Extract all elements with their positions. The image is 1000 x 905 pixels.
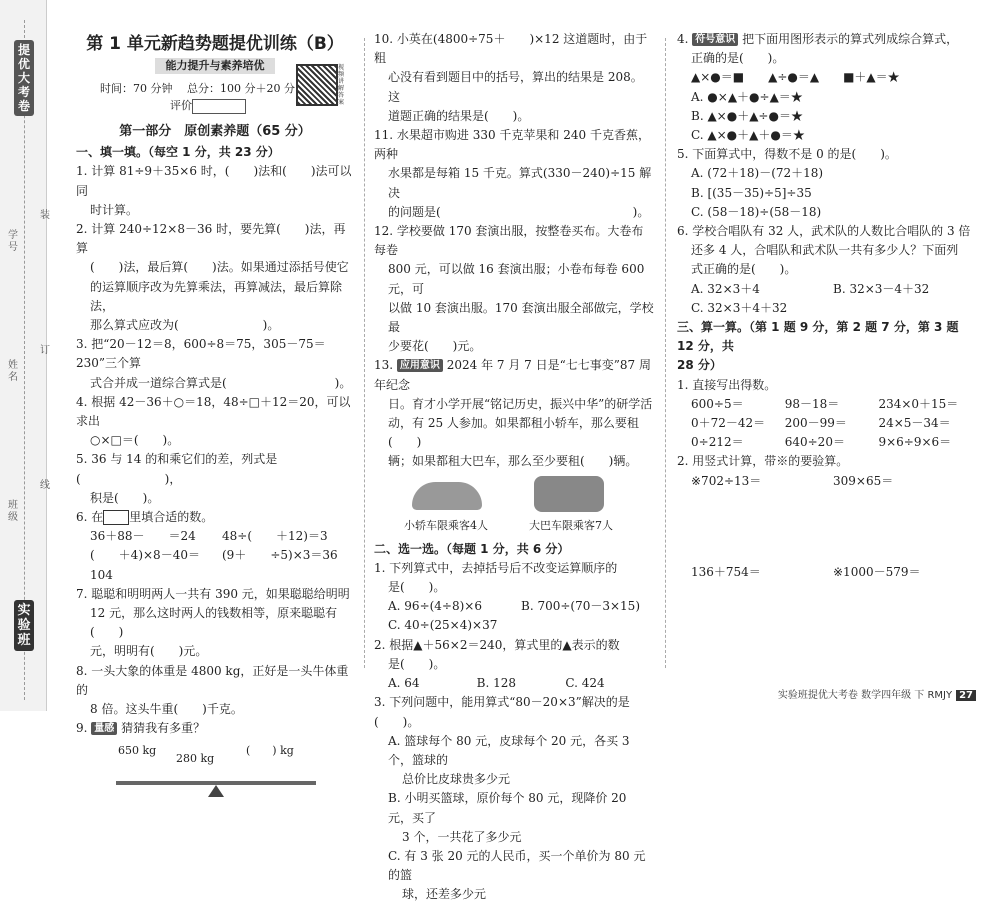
question-8: 8. 一头大象的体重是 4800 kg，正好是一头牛体重的 8 倍。这头牛重( )千克。 bbox=[76, 663, 349, 717]
qr-code-icon bbox=[296, 64, 338, 106]
section-heading: 二、选一选。（每题 1 分，共 6 分） bbox=[374, 541, 570, 556]
answer-box[interactable] bbox=[103, 510, 129, 525]
part-heading: 第一部分 原创素养题（65 分） bbox=[119, 124, 311, 139]
name-label: 姓名 bbox=[8, 360, 18, 383]
question-5: 5. 36 与 14 的和乘它们的差，列式是( )， 积是( )。 bbox=[76, 452, 278, 505]
binding-line bbox=[24, 20, 25, 700]
car-icon bbox=[412, 482, 482, 510]
question-11: 11. 水果超市购进 330 千克苹果和 240 千克香蕉，两种 水果都是每箱 15 千克。算式(330－240)÷15 解决 的问题是( )。 bbox=[374, 128, 652, 219]
subtitle: 能力提升与素养培优 bbox=[155, 58, 275, 74]
grade-label: 评价 bbox=[170, 99, 192, 112]
car-caption: 小轿车限乘客4人 bbox=[404, 518, 488, 532]
page-number: 27 bbox=[956, 690, 976, 701]
bus-icon bbox=[534, 476, 604, 512]
brand-logo: 提优大考卷 bbox=[14, 40, 34, 116]
choice-2: 2. 根据▲＋56×2＝240，算式里的▲表示的数 是( )。 A. 64 B. 128 C. 424 bbox=[374, 637, 620, 691]
time-limit: 时间：70 分钟 bbox=[100, 82, 173, 95]
total-score: 总分：100 分＋20 分 bbox=[187, 82, 295, 95]
calc-1: 1. 直接写出得数。 600÷5＝ 98－18＝ 234×0＋15＝ 0＋72－42＝ 200－99＝ 24×5－34＝ 0÷212＝ 640÷20＝ 9×6÷9×6＝ bbox=[677, 377, 959, 450]
binding-strip bbox=[0, 0, 50, 711]
tag-badge: 符号意识 bbox=[692, 33, 738, 46]
question-10: 10. 小英在(4800÷75＋ )×12 这道题时，由于粗 心没有看到题目中的括号，算出的结果是 208。这 道题正确的结果是( )。 bbox=[374, 32, 648, 123]
vehicles-illustration bbox=[374, 476, 654, 540]
question-12: 12. 学校要做 170 套演出服，按整卷买布。大卷布每卷 800 元，可以做 16 套演出服；小卷布每卷 600 元，可 以做 10 套演出服。170 套演出服全部做完，学校最 少要花( )元。 bbox=[374, 224, 654, 354]
id-label: 学号 bbox=[8, 230, 18, 253]
question-2: 2. 计算 240÷12×8－36 时，要先算( )法，再算 ( )法，最后算( )法。如果通过添括号使它 的运算顺序改为先算乘法，再算减法，最后算除法， 那么算式应改为( )。 bbox=[76, 222, 349, 333]
qr-label: 视频讲解答案 bbox=[338, 64, 345, 106]
seal-char: 线 bbox=[40, 480, 50, 491]
section-heading: 三、算一算。（第 1 题 9 分，第 2 题 7 分，第 3 题 12 分，共 28 分） bbox=[677, 320, 959, 373]
balance-scale-illustration bbox=[116, 741, 326, 803]
seal-char: 装 bbox=[40, 210, 50, 221]
question-13: 13. 应用意识 2024 年 7 月 7 日是“七七事变”87 周年纪念 日。育才小学开展“铭记历史，振兴中华”的研学活 动，有 25 人参加。如果都租小轿车，那么要租( ) 辆；如果都租大巴车，那么至少要租( )辆。 bbox=[374, 358, 653, 469]
choice-6: 6. 学校合唱队有 32 人，武术队的人数比合唱队的 3 倍 还多 4 人，合唱队和武术队一共有多少人？下面列 式正确的是( )。 A. 32×3＋4 B. 32×3－4＋32 C. 32×3＋4＋32 bbox=[677, 224, 971, 315]
weight-label: 280 kg bbox=[176, 751, 215, 765]
column-divider bbox=[665, 38, 666, 668]
grade-box[interactable] bbox=[192, 99, 246, 114]
column-2 bbox=[374, 30, 654, 905]
column-1 bbox=[76, 30, 354, 803]
page-footer: 实验班提优大考卷 数学四年级 下 RMJY 27 bbox=[778, 686, 976, 701]
question-7: 7. 聪聪和明明两人一共有 390 元，如果聪聪给明明 12 元，那么这时两人的钱数相等，原来聪聪有( ) 元，明明有( )元。 bbox=[76, 586, 350, 659]
brand-logo-2: 实验班 bbox=[14, 600, 34, 651]
tag-badge: 应用意识 bbox=[397, 359, 443, 372]
class-label: 班级 bbox=[8, 500, 18, 523]
choice-1: 1. 下列算式中，去掉括号后不改变运算顺序的 是( )。 A. 96÷(4÷8)×6 B. 700÷(70－3×15) C. 40÷(25×4)×37 bbox=[374, 560, 640, 633]
question-3: 3. 把“20－12＝8，600÷8＝75，305－75＝230”三个算 式合并成一道综合算式是( )。 bbox=[76, 337, 352, 390]
question-4: 4. 根据 42－36＋○＝18，48÷□＋12＝20，可以求出 ○×□＝( )。 bbox=[76, 394, 351, 448]
weight-label: 650 kg bbox=[118, 743, 157, 757]
bus-caption: 大巴车限乘客7人 bbox=[529, 518, 613, 532]
choice-3: 3. 下列问题中，能用算式“80－20×3”解决的是( )。 A. 篮球每个 80 元，皮球每个 20 元，各买 3 个，篮球的 总价比皮球贵多少元 B. 小明买篮球，原价每个 80 元，现降价 20 元，买了 3 个，一共花了多少元 C. 有 3 张 20 元的人民币，买一个单价为 80 元的篮 球，还差多少元 bbox=[374, 695, 646, 902]
page-title: 第 1 单元新趋势题提优训练（B） bbox=[86, 34, 344, 54]
tag-badge: 量感 bbox=[91, 722, 117, 735]
question-9: 9. 量感 猜猜我有多重？ bbox=[76, 721, 206, 736]
column-divider bbox=[364, 38, 365, 668]
question-1: 1. 计算 81÷9＋35×6 时，( )法和( )法可以同 时计算。 bbox=[76, 164, 352, 217]
seal-char: 订 bbox=[40, 345, 50, 356]
choice-5: 5. 下面算式中，得数不是 0 的是( )。 A. (72＋18)－(72＋18) B. [(35－35)÷5]÷35 C. (58－18)÷(58－18) bbox=[677, 147, 897, 219]
calc-2: 2. 用竖式计算，带※的要验算。 ※702÷13＝ 309×65＝ 136＋754＝ ※1000－579＝ bbox=[677, 454, 921, 579]
column-3 bbox=[677, 30, 975, 582]
section-heading: 一、填一填。（每空 1 分，共 23 分） bbox=[76, 145, 280, 160]
scale-pivot bbox=[208, 785, 224, 797]
weight-label: ( ) kg bbox=[246, 743, 294, 757]
question-6: 6. 在 里填合适的数。 36＋88－ ＝24 48÷( ＋12)＝3 ( ＋4)×8－40＝104 (9＋ ÷5)×3＝36 bbox=[76, 510, 338, 582]
choice-4: 4. 符号意识 把下面用图形表示的算式列成综合算式， 正确的是( )。 ▲×●＝■ ▲÷●＝▲ ■＋▲＝★ A. ●×▲＋●÷▲＝★ B. ▲×●＋▲÷●＝★ C. ▲×●＋▲＋●＝★ bbox=[677, 32, 959, 143]
